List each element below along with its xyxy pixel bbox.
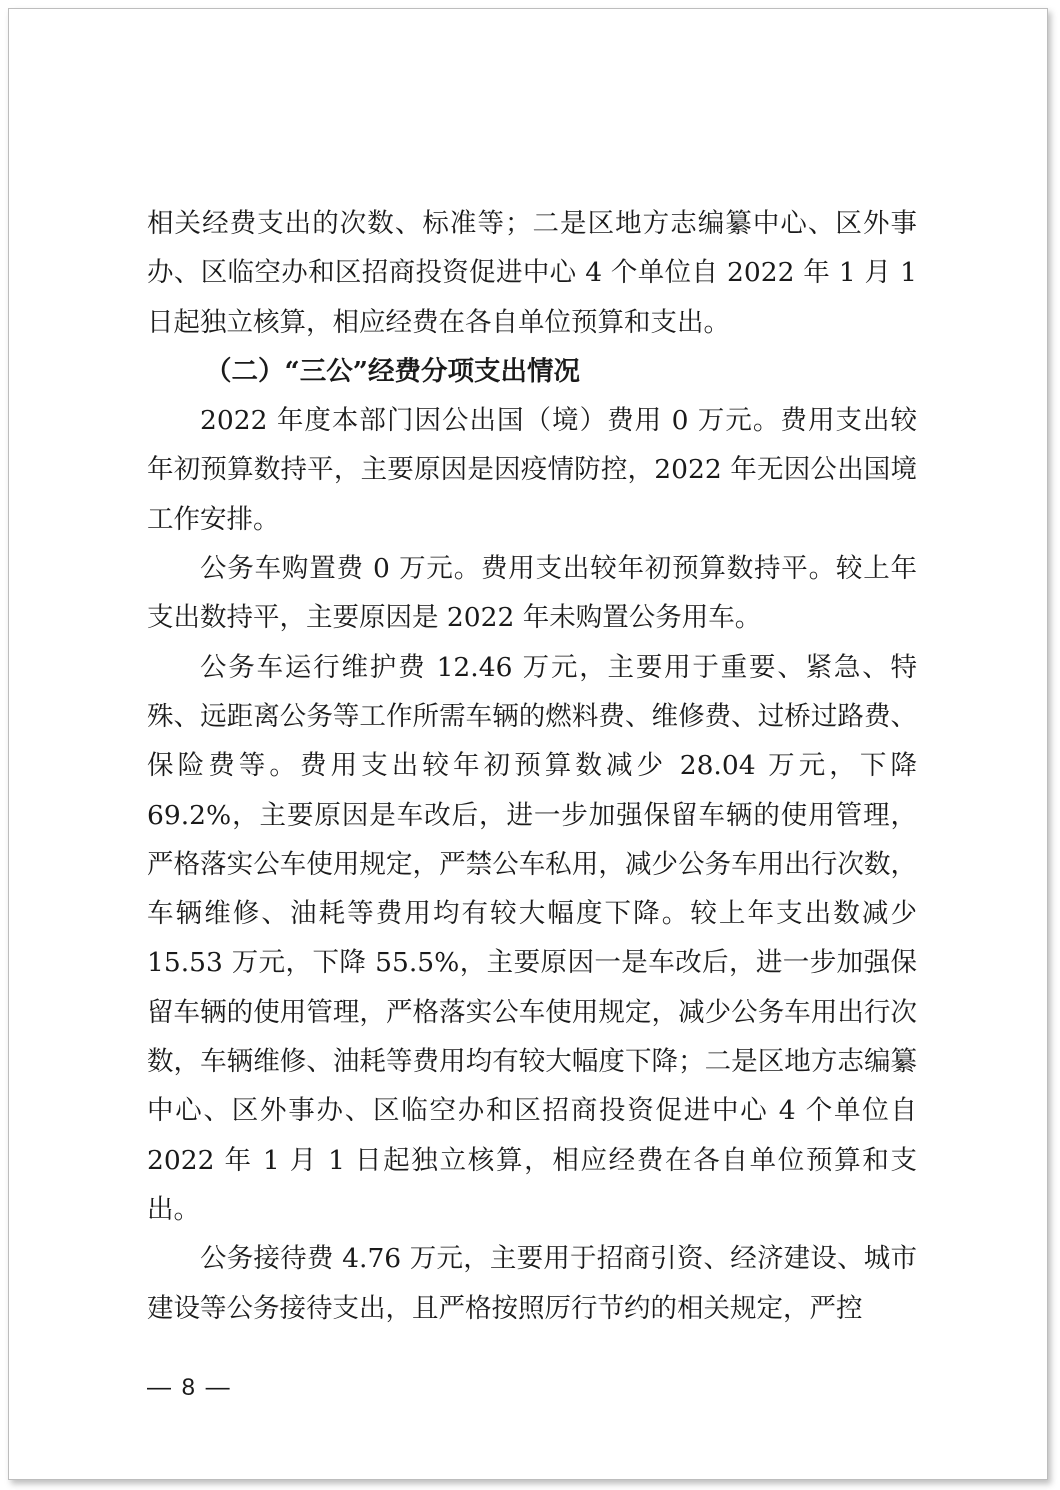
page-number: — 8 — (147, 1374, 232, 1401)
section-heading: （二）“三公”经费分项支出情况 (205, 355, 580, 387)
paragraph-official-reception: 公务接待费 4.76 万元，主要用于招商引资、经济建设、城市建设等公务接待支出，且严格按照厉行节约的相关规定，严控 (147, 1243, 917, 1324)
paragraph-vehicle-purchase: 公务车购置费 0 万元。费用支出较年初预算数持平。较上年支出数持平，主要原因是 2022 年未购置公务用车。 (147, 553, 917, 634)
document-body (147, 199, 917, 1333)
paragraph-vehicle-maintenance: 公务车运行维护费 12.46 万元，主要用于重要、紧急、特殊、远距离公务等工作所需车辆的燃料费、维修费、过桥过路费、保险费等。费用支出较年初预算数减少 28.04 万元，下降 69.2%，主要原因是车改后，进一步加强保留车辆的使用管理，严格落实公车使用规定，严禁公车私用，减少公务车用出行次数，车辆维修、油耗等费用均有较大幅度下降。较上年支出数减少 15.53 万元，下降 55.5%，主要原因一是车改后，进一步加强保留车辆的使用管理，严格落实公车使用规定，减少公务车用出行次数，车辆维修、油耗等费用均有较大幅度下降；二是区地方志编纂中心、区外事办、区临空办和区招商投资促进中心 4 个单位自 2022 年 1 月 1 日起独立核算，相应经费在各自单位预算和支出。 (147, 651, 917, 1225)
paragraph-continuation: 相关经费支出的次数、标准等；二是区地方志编纂中心、区外事办、区临空办和区招商投资促进中心 4 个单位自 2022 年 1 月 1 日起独立核算，相应经费在各自单位预算和支出。 (147, 208, 917, 338)
paragraph-overseas-travel: 2022 年度本部门因公出国（境）费用 0 万元。费用支出较年初预算数持平，主要原因是因疫情防控，2022 年无因公出国境工作安排。 (147, 405, 917, 535)
